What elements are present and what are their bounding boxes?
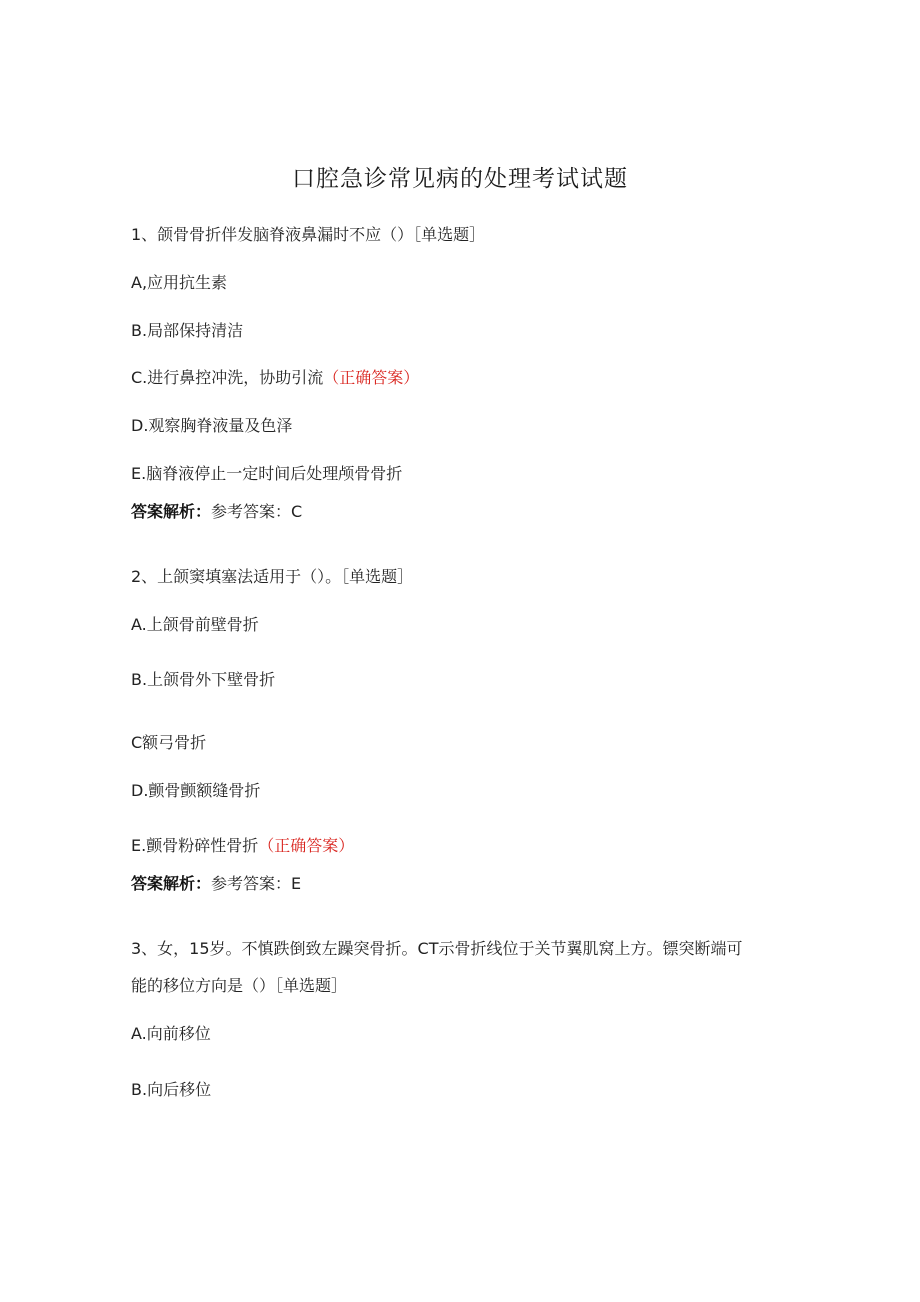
question-1-option-b: B.局部保持清洁 [131, 321, 244, 340]
question-1-stem: 1、颌骨骨折伴发脑脊液鼻漏时不应（）［单选题］ [131, 225, 486, 244]
question-1-option-c [131, 367, 419, 389]
analysis-label: 答案解析： [131, 874, 212, 893]
question-1-analysis-text: 参考答案：C [211, 502, 303, 521]
analysis-label: 答案解析： [131, 502, 212, 521]
page-title: 口腔急诊常见病的处理考试试题 [292, 166, 628, 192]
question-3-option-b: B.向后移位 [131, 1080, 212, 1099]
question-2-option-e [131, 835, 354, 857]
question-1-option-a: A,应用抗生素 [131, 273, 228, 292]
question-1-option-c-text: C.进行鼻控冲洗，协助引流 [131, 368, 324, 387]
question-1-option-e: E.脑脊液停止一定时间后处理颅骨骨折 [131, 464, 403, 483]
question-2-stem: 2、上颌窦填塞法适用于（）。［单选题］ [131, 567, 414, 586]
correct-answer-mark: （正确答案） [323, 368, 420, 387]
correct-answer-mark: （正确答案） [258, 836, 355, 855]
question-2-option-d: D.颤骨颤额缝骨折 [131, 781, 261, 800]
question-2-option-a: A.上颌骨前壁骨折 [131, 615, 259, 634]
question-1-analysis [131, 501, 302, 523]
question-2-option-c: C额弓骨折 [131, 733, 207, 752]
question-2-option-e-text: E.颤骨粉碎性骨折 [131, 836, 259, 855]
question-2-analysis [131, 873, 301, 895]
question-1-option-d: D.观察胸脊液量及色泽 [131, 416, 293, 435]
question-3-option-a: A.向前移位 [131, 1024, 211, 1043]
question-3-stem-line-1: 3、女，15岁。不慎跌倒致左躁突骨折。CT示骨折线位于关节翼肌窝上方。镖突断端可 [131, 939, 743, 958]
question-2-option-b: B.上颌骨外下壁骨折 [131, 670, 276, 689]
question-2-analysis-text: 参考答案：E [211, 874, 302, 893]
question-3-stem-line-2: 能的移位方向是（）［单选题］ [131, 976, 348, 995]
